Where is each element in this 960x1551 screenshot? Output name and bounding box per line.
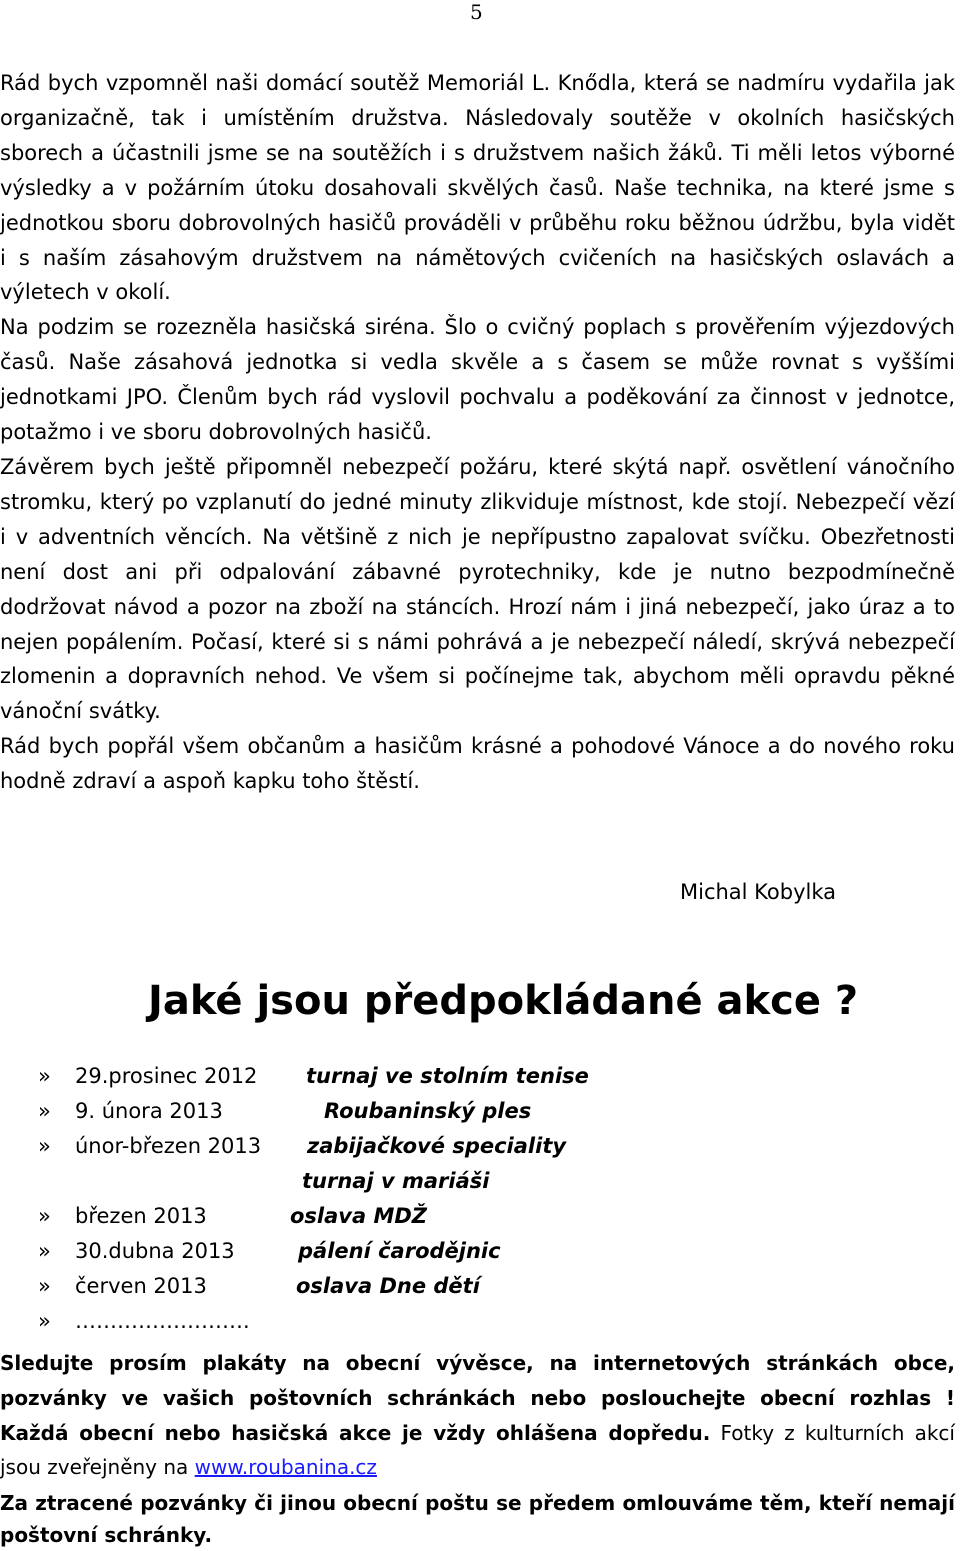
event-date: červen 2013 xyxy=(75,1274,207,1298)
event-name: oslava MDŽ xyxy=(290,1204,428,1228)
event-name: pálení čarodějnic xyxy=(298,1239,501,1263)
event-name: turnaj ve stolním tenise xyxy=(306,1064,589,1088)
event-date: březen 2013 xyxy=(75,1204,207,1228)
bullet: » xyxy=(38,1064,51,1088)
bullet: » xyxy=(38,1099,51,1123)
event-name: zabijačkové speciality xyxy=(307,1134,567,1158)
section-heading: Jaké jsou předpokládané akce ? xyxy=(148,978,859,1024)
author-signature: Michal Kobylka xyxy=(680,880,837,904)
apology-notice: Za ztracené pozvánky či jinou obecní poštu se předem omlouváme těm, kteří nemají poštovní schránky. xyxy=(0,1491,955,1547)
closing-bold-text: Sledujte prosím plakáty na obecní vývěsce, na internetových stránkách obce, pozvánky ve vašich poštovních schránkách nebo poslouchejte obecní rozhlas ! Každá obecní nebo hasičská akce je vždy ohlášena dopředu. xyxy=(0,1351,955,1445)
paragraph-siren: Na podzim se rozezněla hasičská siréna. Šlo o cvičný poplach s prověřením výjezdových časů. Naše zásahová jednotka si vedla skvěle a s časem se může rovnat s vyššími jednotkami JPO. Členům bych rád vyslovil pochvalu a poděkování za činnost v jednotce, potažmo i ve sboru dobrovolných hasičů. xyxy=(0,315,955,445)
event-date: 29.prosinec 2012 xyxy=(75,1064,258,1088)
page-number: 5 xyxy=(470,0,483,24)
event-name: oslava Dne dětí xyxy=(296,1274,480,1298)
bullet: » xyxy=(38,1239,51,1263)
bullet: » xyxy=(38,1309,51,1333)
paragraph-competitions: Rád bych vzpomněl naši domácí soutěž Memoriál L. Knődla, která se nadmíru vydařila jak organizačně, tak i umístěním družstva. Následovaly soutěže v okolních hasičských sborech a účastnili jsme se na soutěžích i s družstvem našich žáků. Ti měli letos výborné výsledky a v požárním útoku dosahovali skvělých časů. Naše technika, na které jsme s jednotkou sboru dobrovolných hasičů prováděli v průběhu roku běžnou údržbu, byla vidět i s naším zásahovým družstvem na námětových cvičeních na hasičských oslavách a výletech v okolí. xyxy=(0,71,955,305)
event-name: turnaj v mariáši xyxy=(302,1169,490,1193)
event-date: ……………………. xyxy=(75,1309,250,1333)
bullet: » xyxy=(38,1134,51,1158)
event-name: Roubaninský ples xyxy=(324,1099,532,1123)
event-date: únor-březen 2013 xyxy=(75,1134,262,1158)
bullet: » xyxy=(38,1204,51,1228)
closing-notice xyxy=(0,1346,955,1485)
website-link[interactable]: www.roubanina.cz xyxy=(194,1455,377,1480)
event-date: 30.dubna 2013 xyxy=(75,1239,235,1263)
paragraph-fire-danger: Závěrem bych ještě připomněl nebezpečí požáru, které skýtá např. osvětlení vánočního stromku, který po vzplanutí do jedné minuty zlikviduje místnost, kde stojí. Nebezpečí vězí i v adventních věncích. Na většině z nich je nepřípustno zapalovat svíčku. Obezřetnosti není dost ani při odpalování zábavné pyrotechniky, kde je nutno bezpodmínečně dodržovat návod a pozor na zboží na stáncích. Hrozí nám i jiná nebezpečí, jako úraz a to nejen popálením. Počasí, které si s námi pohrává a je nebezpečí náledí, skrývá nebezpečí zlomenin a dopravních nehod. Ve všem si počínejme tak, abychom měli opravdu pěkné vánoční svátky. xyxy=(0,454,955,724)
article-body xyxy=(0,66,955,799)
paragraph-wishes: Rád bych popřál všem občanům a hasičům krásné a pohodové Vánoce a do nového roku hodně zdraví a aspoň kapku toho štěstí. xyxy=(0,734,955,794)
event-date: 9. února 2013 xyxy=(75,1099,223,1123)
closing-plain-text: Fotky z kulturních akcí jsou zveřejněny na xyxy=(0,1420,955,1480)
bullet: » xyxy=(38,1274,51,1298)
